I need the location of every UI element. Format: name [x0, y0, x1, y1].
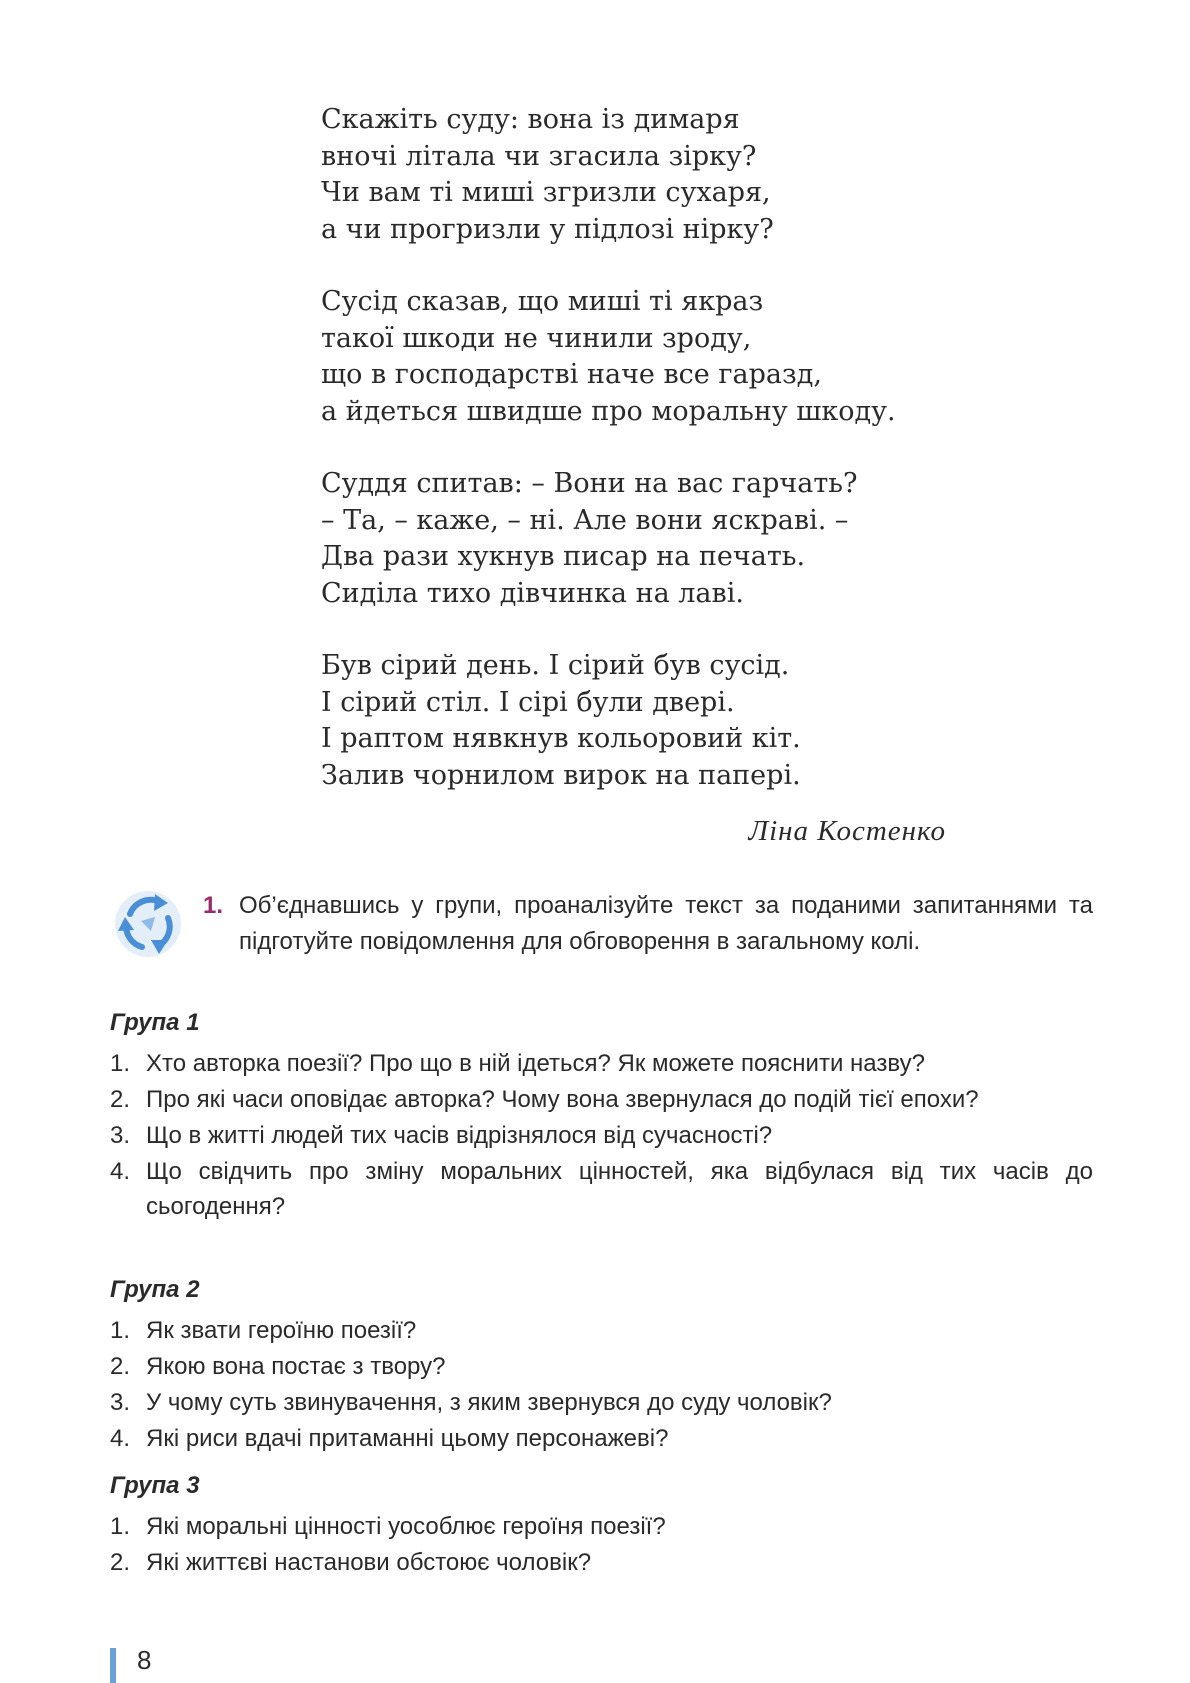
task-number: 1. [203, 892, 224, 919]
poem-line: а чи прогризли у підлозі нірку? [321, 213, 774, 245]
question-item [110, 1082, 1093, 1117]
question-item [110, 1154, 1093, 1224]
poem-line: такої шкоди не чинили зроду, [321, 322, 752, 354]
group-2 [110, 1272, 1093, 1457]
poem-line: Сиділа тихо дівчинка на лаві. [321, 577, 744, 609]
question-item [110, 1313, 1093, 1348]
poem-line: І раптом нявкнув кольоровий кіт. [321, 723, 801, 754]
question-text: Які життєві настанови обстоює чоловік? [146, 1549, 592, 1576]
question-number: 3. [110, 1122, 131, 1149]
poem-author: Ліна Костенко [748, 815, 946, 847]
poem-line: – Та, – каже, – ні. Але вони яскраві. – [321, 504, 849, 536]
question-number: 2. [110, 1549, 131, 1576]
question-number: 1. [110, 1513, 131, 1540]
question-number: 4. [110, 1425, 131, 1452]
question-text: Хто авторка поезії? Про що в ній ідеться? Як можете пояснити назву? [146, 1050, 925, 1077]
group-title: Група 2 [110, 1276, 200, 1303]
question-number: 1. [110, 1317, 131, 1344]
question-item [110, 1118, 1093, 1153]
question-item [110, 1046, 1093, 1081]
question-text: У чому суть звинувачення, з яким звернувся до суду чоловік? [146, 1389, 832, 1416]
question-item [110, 1349, 1093, 1384]
question-text: Що в житті людей тих часів відрізнялося від сучасності? [146, 1122, 773, 1149]
question-text: Про які часи оповідає авторка? Чому вона звернулася до подій тієї епохи? [146, 1086, 979, 1113]
poem-stanza [321, 466, 1021, 612]
task-instruction [203, 888, 1093, 960]
question-item [110, 1545, 1093, 1580]
question-text: Які моральні цінності уособлює героїня поезії? [146, 1513, 666, 1540]
group-title: Група 1 [110, 1009, 200, 1036]
question-item [110, 1421, 1093, 1456]
poem-line: Два рази хукнув писар на печать. [321, 541, 806, 572]
page-number: 8 [137, 1645, 152, 1675]
question-number: 1. [110, 1050, 131, 1077]
question-number: 3. [110, 1389, 131, 1416]
question-number: 2. [110, 1086, 131, 1113]
question-item [110, 1385, 1093, 1420]
task-text: Об’єднавшись у групи, проаналізуйте текст за поданими запитаннями та підготуйте повідомлення для обговорення в загальному колі. [239, 892, 1093, 955]
group-3 [110, 1468, 1093, 1581]
question-text: Які риси вдачі притаманні цьому персонажеві? [146, 1425, 669, 1452]
poem-line: Суддя спитав: – Вони на вас гарчать? [321, 468, 858, 499]
poem-stanza [321, 284, 1021, 430]
group-work-arrows-icon [108, 884, 188, 964]
poem-line: а йдеться швидше про моральну шкоду. [321, 395, 896, 427]
poem-stanza [321, 648, 1021, 794]
poem-line: Скажіть суду: вона із димаря [321, 104, 740, 135]
poem-line: Був сірий день. І сірий був сусід. [321, 650, 790, 681]
question-item [110, 1509, 1093, 1544]
poem-line: Залив чорнилом вирок на папері. [321, 759, 801, 791]
poem-line: що в господарстві наче все гаразд, [321, 359, 822, 390]
page-number-bar [110, 1648, 116, 1683]
poem [321, 102, 1021, 830]
question-text: Якою вона постає з твору? [146, 1353, 446, 1380]
poem-line: вночі літала чи згасила зірку? [321, 140, 757, 172]
group-1 [110, 1005, 1093, 1225]
poem-line: Сусід сказав, що миші ті якраз [321, 286, 764, 317]
poem-stanza [321, 102, 1021, 248]
question-text: Що свідчить про зміну моральних цінностей, яка відбулася від тих часів до сьогодення? [146, 1158, 1093, 1220]
poem-line: Чи вам ті миші згризли сухаря, [321, 177, 771, 208]
question-number: 2. [110, 1353, 131, 1380]
group-title: Група 3 [110, 1472, 200, 1499]
question-number: 4. [110, 1158, 131, 1185]
poem-line: І сірий стіл. І сірі були двері. [321, 686, 735, 718]
question-text: Як звати героїню поезії? [146, 1317, 417, 1344]
